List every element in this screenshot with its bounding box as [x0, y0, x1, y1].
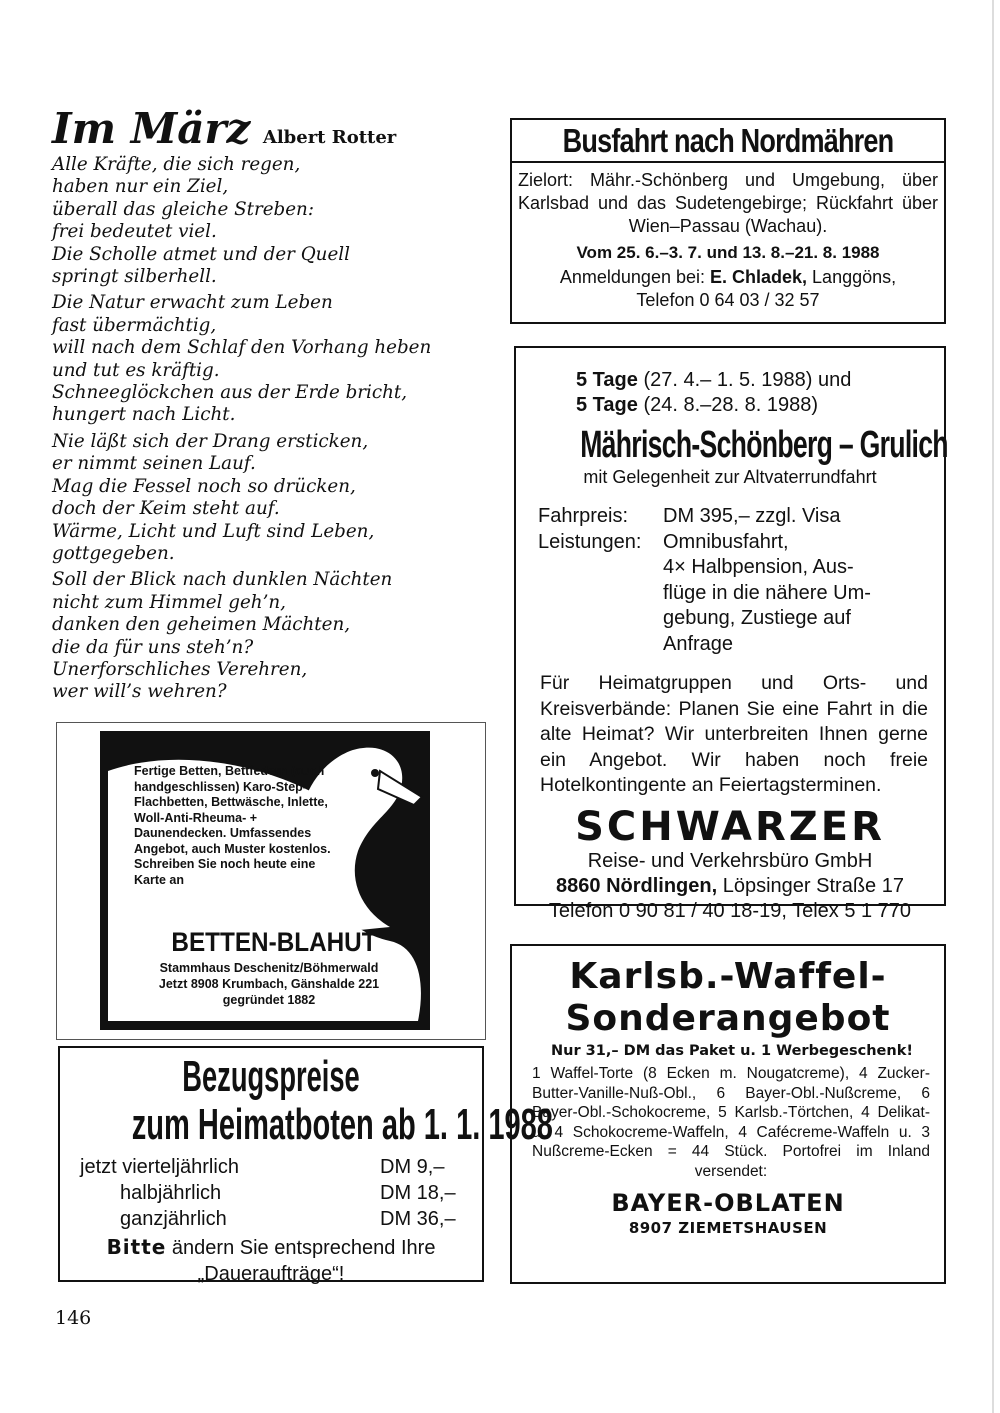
tour-date-1: (27. 4.– 1. 5. 1988) und [643, 369, 852, 391]
poem-line: frei bedeutet viel. [52, 221, 217, 243]
bus-ad-heading: Busfahrt nach Nordmähren [562, 122, 894, 159]
tour-price-label: Fahrpreis: [538, 505, 629, 527]
poem-line: Nie läßt sich der Drang ersticken, [52, 430, 369, 452]
poem-line: will nach dem Schlaf den Vorhang heben [52, 337, 432, 359]
poem-line: Schneeglöckchen aus der Erde bricht, [52, 382, 408, 404]
tour-ad [514, 346, 948, 922]
tour-ad-details [538, 504, 944, 657]
tour-services-row [538, 530, 944, 556]
waffle-ad-heading-2: Sonderangebot [565, 998, 891, 1039]
price-ad-heading-2: zum Heimatboten ab 1. 1. 1988 [131, 1100, 553, 1149]
betten-ad-line-1: Stammhaus Deschenitz/Böhmerwald [159, 961, 379, 975]
poem [52, 104, 482, 704]
tour-date-label: 5 Tage [576, 394, 638, 416]
price-value: DM 18,– [380, 1182, 456, 1204]
betten-ad-line [134, 961, 404, 992]
poem-line: danken den geheimen Mächten, [52, 614, 351, 636]
tour-services-row [538, 555, 944, 581]
subscription-price-ad [58, 1046, 553, 1285]
poem-line: gottgegeben. [52, 542, 175, 564]
price-label: halbjährlich [120, 1182, 222, 1204]
betten-ad [100, 731, 430, 1030]
poem-line: überall das gleiche Streben: [52, 198, 314, 220]
page-edge [992, 0, 994, 1413]
price-ad-note-line2: „Daueraufträge“! [197, 1263, 345, 1285]
price-table [80, 1154, 464, 1232]
price-ad-heading-1: Bezugspreise [182, 1052, 360, 1101]
price-row [80, 1206, 464, 1232]
price-ad-note [60, 1234, 482, 1287]
poem-line: Soll der Blick nach dunklen Nächten [52, 569, 393, 591]
tour-date-label: 5 Tage [576, 369, 638, 391]
poem-line: springt silberhell. [52, 266, 217, 288]
tour-ad-phone: Telefon 0 90 81 / 40 18-19, Telex 5 1 770 [548, 899, 912, 922]
tour-ad-address [516, 849, 944, 924]
tour-services-row [538, 632, 944, 658]
price-ad-note-text: ändern Sie entsprechend Ihre [171, 1237, 436, 1259]
poem-stanza [52, 292, 482, 426]
tour-services-row [538, 606, 944, 632]
price-row [80, 1180, 464, 1206]
swan-eye [371, 769, 379, 777]
poem-line: und tut es kräftig. [52, 359, 220, 381]
poem-line: Unerforschliches Verehren, [52, 658, 308, 680]
poem-line: die da für uns steh’n? [52, 636, 254, 658]
poem-line: Die Scholle atmet und der Quell [52, 243, 350, 265]
bus-ad-dates: Vom 25. 6.–3. 7. und 13. 8.–21. 8. 1988 [576, 243, 880, 262]
price-value: DM 9,– [380, 1156, 445, 1178]
poem-line: Mag die Fessel noch so drücken, [52, 475, 356, 497]
tour-ad-heading: Mährisch-Schönberg – Grulich [580, 424, 948, 466]
tour-services-line: 4× Halbpension, Aus- [663, 556, 854, 578]
betten-ad-text: Fertige Betten, Bettfedern (auch handgeschlissen) Karo-Step-Flachbetten, Bettwäsche, Inlette, Woll-Anti-Rheuma- + Daunendecken. Umfassendes Angebot, auch Muster kostenlos. Schreiben Sie noch heute eine Karte an [134, 764, 331, 887]
bus-ad-phone: Telefon 0 64 03 / 32 57 [636, 290, 820, 310]
bus-trip-ad [510, 118, 946, 324]
poem-stanza [52, 569, 482, 703]
poem-line: Wärme, Licht und Luft sind Leben, [52, 520, 375, 542]
tour-ad-paragraph: Für Heimatgruppen und Orts- und Kreisverbände: Planen Sie eine Fahrt in die alte Heimat? Wir unterbreiten Ihnen gerne ein Angebot. Wir haben noch freie Hotelkontingente an Feiertagsterminen. [540, 672, 928, 796]
poem-line: fast übermächtig, [52, 314, 217, 336]
poem-stanza [52, 431, 482, 565]
tour-date-2: (24. 8.–28. 8. 1988) [643, 394, 819, 416]
poem-title: Im März [52, 104, 251, 153]
tour-ad-city: 8860 Nördlingen, [556, 874, 718, 897]
poem-line: Alle Kräfte, die sich regen, [52, 154, 301, 175]
waffle-ad [510, 944, 946, 1284]
tour-date-row [576, 368, 944, 393]
tour-services-line: Omnibusfahrt, [663, 530, 789, 553]
betten-ad-brand: BETTEN-BLAHUT [171, 927, 377, 957]
betten-ad-line-2: Jetzt 8908 Krumbach, Gänshalde 221 [158, 976, 380, 991]
price-ad-note-bold: Bitte [106, 1235, 167, 1259]
price-label: jetzt vierteljährlich [80, 1156, 239, 1178]
poem-author: Albert Rotter [262, 127, 397, 148]
tour-services-line: Anfrage [663, 632, 734, 655]
tour-price-value: DM 395,– zzgl. Visa [663, 505, 841, 527]
poem-line: er nimmt seinen Lauf. [52, 453, 256, 475]
poem-line: haben nur ein Ziel, [52, 176, 229, 198]
betten-ad-founded: gegründet 1882 [222, 993, 316, 1007]
price-value: DM 36,– [380, 1208, 456, 1230]
tour-services-line: gebung, Zustiege auf [663, 607, 851, 629]
poem-line: doch der Keim steht auf. [52, 498, 280, 520]
waffle-ad-description: 1 Waffel-Torte (8 Ecken m. Nougatcreme), 4 Zucker-Butter-Vanille-Nuß-Obl., 6 Bayer-Obl.-Nußcreme, 6 Bayer-Obl.-Schokocreme, 5 Karlsb.-Törtchen, 4 Delikat- u. 4 Schokocreme-Waffeln, 4 Cafécreme-Waffeln u. 3 Nußcreme-Ecken = 44 Stück. Portofrei im Inland versendet: [532, 1065, 930, 1180]
tour-price-row [538, 504, 944, 530]
waffle-ad-company: BAYER-OBLATEN [611, 1189, 845, 1217]
bus-ad-route: Zielort: Mähr.-Schönberg und Umgebung, über Karlsbad und das Sudetengebirge; Rückfahrt über Wien–Passau (Wachau). [518, 170, 938, 236]
waffle-ad-heading-1: Karlsb.-Waffel- [569, 956, 887, 997]
tour-ad-company-sub: Reise- und Verkehrsbüro GmbH [587, 849, 873, 872]
page-number: 146 [55, 1307, 92, 1329]
poem-line: wer will’s wehren? [52, 681, 227, 703]
poem-line: nicht zum Himmel geh’n, [52, 591, 286, 613]
price-row [80, 1154, 464, 1180]
tour-ad-street: Löpsinger Straße 17 [722, 874, 904, 897]
tour-services-row [538, 581, 944, 607]
poem-stanza [52, 154, 482, 288]
tour-services-label: Leistungen: [538, 530, 642, 553]
bus-ad-contact [512, 266, 944, 312]
tour-services-line: flüge in die nähere Um- [663, 581, 871, 604]
divider [512, 161, 944, 163]
poem-line: hungert nach Licht. [52, 404, 236, 426]
tour-ad-company: SCHWARZER [575, 803, 885, 850]
tour-date-row [576, 393, 944, 418]
tour-ad-dates [576, 368, 944, 418]
waffle-ad-city: 8907 ZIEMETSHAUSEN [628, 1219, 828, 1237]
tour-ad-subheading: mit Gelegenheit zur Altvaterrundfahrt [583, 467, 877, 487]
waffle-ad-offer: Nur 31,– DM das Paket u. 1 Werbegeschenk! [551, 1043, 913, 1059]
price-label: ganzjährlich [120, 1208, 227, 1230]
bus-ad-contact-prefix: Anmeldungen bei: [559, 267, 705, 287]
poem-line: Die Natur erwacht zum Leben [52, 292, 333, 314]
bus-ad-contact-name: E. Chladek, [710, 267, 808, 287]
bus-ad-contact-place: Langgöns, [812, 267, 897, 287]
